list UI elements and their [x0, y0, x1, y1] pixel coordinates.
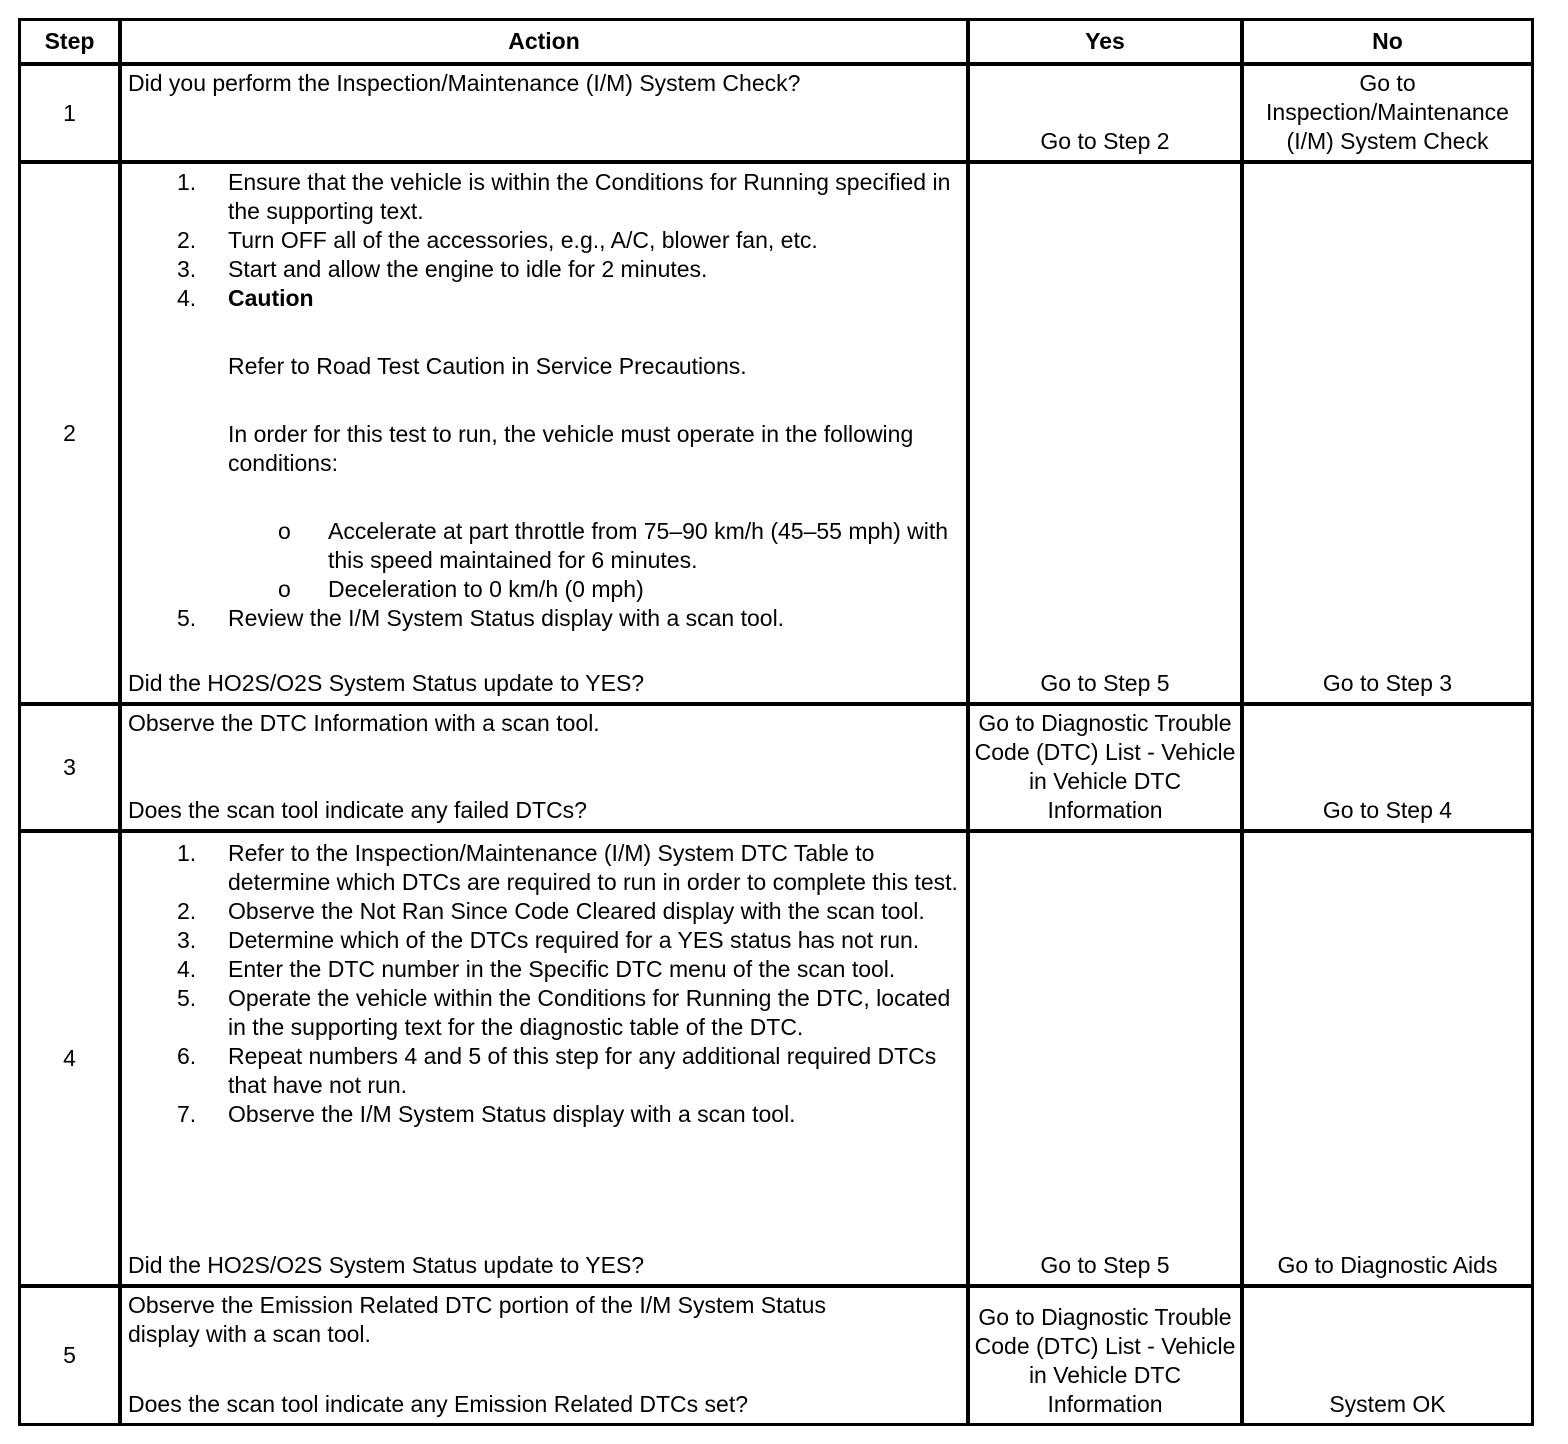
action-cell: [122, 1288, 966, 1423]
yes-result: Go to Step 5: [1040, 1252, 1170, 1278]
list-item: 4. Enter the DTC number in the Specific DTC menu of the scan tool.: [177, 956, 896, 982]
yes-result: Go to Diagnostic Trouble Code (DTC) List - Vehicle in Vehicle DTC Information: [974, 1304, 1236, 1417]
no-cell: [1244, 833, 1531, 1284]
question-text: Did the HO2S/O2S System Status update to YES?: [128, 670, 645, 696]
yes-cell: [970, 833, 1240, 1284]
header-action: Action: [508, 28, 580, 54]
question-text: Does the scan tool indicate any Emission Related DTCs set?: [128, 1391, 749, 1417]
bullet-item: o Deceleration to 0 km/h (0 mph): [278, 576, 644, 602]
list-item: 1. Refer to the Inspection/Maintenance (I/M) System DTC Table to determine which DTCs are required to run in order to complete this test.: [177, 840, 958, 895]
item-text: Refer to the Inspection/Maintenance (I/M) System DTC Table to determine which DTCs are required to run in order to complete this test.: [228, 840, 958, 895]
bullet-item: o Accelerate at part throttle from 75–90 km/h (45–55 mph) with this speed maintained for 6 minutes.: [278, 518, 949, 573]
no-result: Go to Diagnostic Aids: [1277, 1252, 1498, 1278]
yes-cell: [970, 164, 1240, 702]
header-step: Step: [44, 28, 95, 54]
yes-cell: [970, 1288, 1240, 1423]
conditions-intro: In order for this test to run, the vehicle must operate in the following conditions:: [228, 421, 914, 476]
step-number: 4: [63, 1045, 76, 1071]
item-text: Determine which of the DTCs required for a YES status has not run.: [228, 927, 920, 953]
list-item: 3. Start and allow the engine to idle for 2 minutes.: [177, 256, 708, 282]
caution-label: Caution: [228, 285, 314, 311]
list-item: 2. Turn OFF all of the accessories, e.g., A/C, blower fan, etc.: [177, 227, 818, 253]
no-cell: [1244, 1288, 1531, 1423]
item-text: Observe the I/M System Status display with a scan tool.: [228, 1101, 796, 1127]
list-item: 5. Review the I/M System Status display with a scan tool.: [177, 605, 785, 631]
list-item: 3. Determine which of the DTCs required for a YES status has not run.: [177, 927, 920, 953]
header-yes: Yes: [1085, 28, 1125, 54]
step-number: 3: [63, 754, 76, 780]
instruction-text: Observe the DTC Information with a scan tool.: [128, 710, 600, 736]
action-cell: [122, 66, 966, 160]
header-no: No: [1372, 28, 1403, 54]
no-result: System OK: [1329, 1391, 1446, 1417]
action-cell: [122, 164, 966, 702]
instruction-text: Observe the Emission Related DTC portion of the I/M System Status display with a scan tool.: [128, 1292, 826, 1347]
question-text: Did the HO2S/O2S System Status update to YES?: [128, 1252, 645, 1278]
list-item: 4. Caution Refer to Road Test Caution in Service Precautions. In order for this test to run, the vehicle must operate in the following conditions: o Accelerate at part throttle from 75–90 km/h (45–55 mph) with this speed maintained for 6 minutes. o Deceleration to 0 km/h (0 mph): [128, 284, 960, 604]
yes-result: Go to Diagnostic Trouble Code (DTC) List - Vehicle in Vehicle DTC Information: [974, 710, 1236, 823]
no-cell: [1244, 706, 1531, 829]
no-cell: [1244, 164, 1531, 702]
question-text: Did you perform the Inspection/Maintenance (I/M) System Check?: [128, 70, 801, 96]
bullet-text: Accelerate at part throttle from 75–90 km/h (45–55 mph) with this speed maintained for 6 minutes.: [328, 518, 949, 573]
list-item: 6. Repeat numbers 4 and 5 of this step for any additional required DTCs that have not run.: [177, 1043, 937, 1098]
yes-cell: [970, 66, 1240, 160]
action-steps: [128, 168, 960, 633]
no-cell: [1244, 66, 1531, 160]
item-text: Enter the DTC number in the Specific DTC menu of the scan tool.: [228, 956, 896, 982]
yes-cell: [970, 706, 1240, 829]
item-text: Start and allow the engine to idle for 2 minutes.: [228, 256, 708, 282]
step-number: 5: [63, 1342, 76, 1368]
item-text: Review the I/M System Status display with a scan tool.: [228, 605, 785, 631]
item-text: Observe the Not Ran Since Code Cleared display with the scan tool.: [228, 898, 925, 924]
caution-text: Refer to Road Test Caution in Service Precautions.: [228, 353, 747, 379]
item-text: Ensure that the vehicle is within the Conditions for Running specified in the supporting text.: [228, 169, 951, 224]
table-row: [21, 1288, 1531, 1423]
table-row: [21, 66, 1531, 160]
table-row: [21, 833, 1531, 1284]
question-text: Does the scan tool indicate any failed DTCs?: [128, 797, 587, 823]
list-item: 7. Observe the I/M System Status display with a scan tool.: [177, 1101, 796, 1127]
no-result: Go to Step 4: [1322, 797, 1453, 823]
item-text: Repeat numbers 4 and 5 of this step for any additional required DTCs that have not run.: [228, 1043, 937, 1098]
step-number: 1: [63, 99, 76, 126]
header-row: [21, 21, 1531, 62]
table-row: [21, 706, 1531, 829]
list-item: 2. Observe the Not Ran Since Code Cleared display with the scan tool.: [177, 898, 925, 924]
action-cell: [122, 706, 966, 829]
yes-result: Go to Step 2: [1040, 128, 1170, 154]
action-steps: [128, 839, 960, 1129]
step-number: 2: [63, 419, 76, 446]
yes-result: Go to Step 5: [1040, 670, 1170, 696]
diagnostic-table: [18, 18, 1534, 1426]
item-text: Operate the vehicle within the Conditions for Running the DTC, located in the supporting text for the diagnostic table of the DTC.: [228, 985, 951, 1040]
item-text: Turn OFF all of the accessories, e.g., A/C, blower fan, etc.: [228, 227, 818, 253]
no-result: Go to Inspection/Maintenance (I/M) System Check: [1266, 70, 1509, 154]
action-cell: [122, 833, 966, 1284]
bullet-text: Deceleration to 0 km/h (0 mph): [328, 576, 644, 602]
no-result: Go to Step 3: [1322, 670, 1453, 696]
list-item: 1. Ensure that the vehicle is within the Conditions for Running specified in the supporting text.: [177, 169, 951, 224]
list-item: 5. Operate the vehicle within the Conditions for Running the DTC, located in the supporting text for the diagnostic table of the DTC.: [177, 985, 951, 1040]
table-row: [21, 164, 1531, 702]
